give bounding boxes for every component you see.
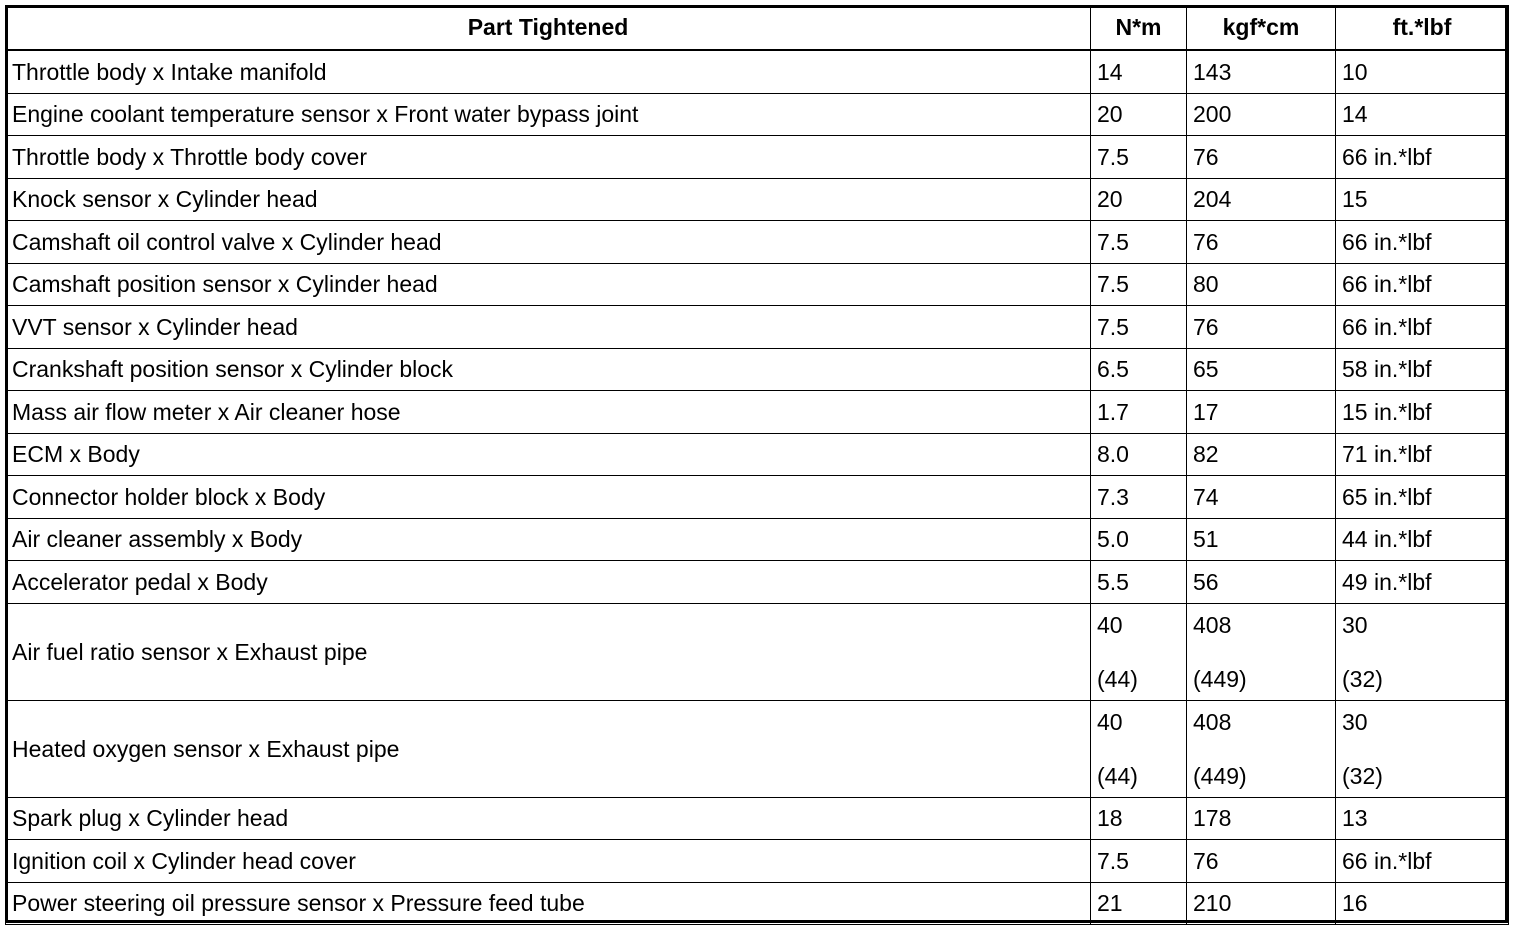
- cell-ft-lbf: 66 in.*lbf: [1336, 136, 1509, 179]
- cell-nm: 5.5: [1091, 561, 1187, 604]
- cell-nm: 5.0: [1091, 518, 1187, 561]
- cell-ft-lbf: 10: [1336, 50, 1509, 93]
- cell-part: Throttle body x Throttle body cover: [6, 136, 1091, 179]
- cell-nm: 6.5: [1091, 348, 1187, 391]
- cell-nm: 7.3: [1091, 476, 1187, 519]
- cell-nm: 14: [1091, 50, 1187, 93]
- cell-part: Heated oxygen sensor x Exhaust pipe: [6, 700, 1091, 797]
- cell-part: Air fuel ratio sensor x Exhaust pipe: [6, 603, 1091, 700]
- cell-ft-lbf: 15 in.*lbf: [1336, 391, 1509, 434]
- cell-nm: 1.7: [1091, 391, 1187, 434]
- cell-kgf-cm: 74: [1187, 476, 1336, 519]
- cell-nm: 18: [1091, 797, 1187, 840]
- cell-nm: 7.5: [1091, 263, 1187, 306]
- cell-kgf-cm: 76: [1187, 306, 1336, 349]
- cell-ft-lbf: 16: [1336, 882, 1509, 925]
- cell-nm: 8.0: [1091, 433, 1187, 476]
- cell-part: Air cleaner assembly x Body: [6, 518, 1091, 561]
- cell-kgf-cm: 76: [1187, 840, 1336, 883]
- cell-ft-lbf-value: 30: [1342, 611, 1368, 638]
- cell-nm: 21: [1091, 882, 1187, 925]
- cell-kgf-cm-value: 408: [1193, 611, 1232, 638]
- header-part-tightened: Part Tightened: [6, 6, 1091, 51]
- cell-part: Connector holder block x Body: [6, 476, 1091, 519]
- cell-ft-lbf: 58 in.*lbf: [1336, 348, 1509, 391]
- cell-part: ECM x Body: [6, 433, 1091, 476]
- cell-kgf-cm: 82: [1187, 433, 1336, 476]
- cell-kgf-cm: 17: [1187, 391, 1336, 434]
- cell-ft-lbf: 66 in.*lbf: [1336, 263, 1509, 306]
- cell-kgf-cm: 204: [1187, 178, 1336, 221]
- cell-kgf-cm: 143: [1187, 50, 1336, 93]
- cell-part: Camshaft position sensor x Cylinder head: [6, 263, 1091, 306]
- cell-ft-lbf-alt-value: (32): [1342, 762, 1383, 789]
- cell-part: Ignition coil x Cylinder head cover: [6, 840, 1091, 883]
- table-outer-border: [5, 5, 1508, 923]
- cell-ft-lbf-alt-value: (32): [1342, 665, 1383, 692]
- cell-kgf-cm-value: 408: [1193, 708, 1232, 735]
- cell-nm-value: 40: [1097, 611, 1123, 638]
- cell-ft-lbf: 14: [1336, 93, 1509, 136]
- cell-kgf-cm: 51: [1187, 518, 1336, 561]
- cell-ft-lbf: 13: [1336, 797, 1509, 840]
- cell-kgf-cm: 76: [1187, 136, 1336, 179]
- cell-ft-lbf: 66 in.*lbf: [1336, 306, 1509, 349]
- cell-nm-alt-value: (44): [1097, 762, 1138, 789]
- cell-kgf-cm: 65: [1187, 348, 1336, 391]
- cell-kgf-cm-alt-value: (449): [1193, 762, 1247, 789]
- cell-ft-lbf: 15: [1336, 178, 1509, 221]
- cell-part: Mass air flow meter x Air cleaner hose: [6, 391, 1091, 434]
- cell-part: Camshaft oil control valve x Cylinder head: [6, 221, 1091, 264]
- cell-ft-lbf: 65 in.*lbf: [1336, 476, 1509, 519]
- cell-kgf-cm: 80: [1187, 263, 1336, 306]
- cell-part: Spark plug x Cylinder head: [6, 797, 1091, 840]
- cell-ft-lbf: 71 in.*lbf: [1336, 433, 1509, 476]
- cell-ft-lbf: 49 in.*lbf: [1336, 561, 1509, 604]
- cell-nm: 20: [1091, 93, 1187, 136]
- cell-nm: 7.5: [1091, 221, 1187, 264]
- cell-ft-lbf: 66 in.*lbf: [1336, 840, 1509, 883]
- cell-nm-value: 40: [1097, 708, 1123, 735]
- cell-kgf-cm: 178: [1187, 797, 1336, 840]
- cell-part: Throttle body x Intake manifold: [6, 50, 1091, 93]
- cell-part: Crankshaft position sensor x Cylinder block: [6, 348, 1091, 391]
- cell-kgf-cm: 200: [1187, 93, 1336, 136]
- cell-nm: 20: [1091, 178, 1187, 221]
- cell-nm-alt-value: (44): [1097, 665, 1138, 692]
- header-ft-lbf: ft.*lbf: [1336, 6, 1509, 51]
- cell-kgf-cm: 76: [1187, 221, 1336, 264]
- cell-nm: 7.5: [1091, 840, 1187, 883]
- header-kgf-cm: kgf*cm: [1187, 6, 1336, 51]
- cell-part: Knock sensor x Cylinder head: [6, 178, 1091, 221]
- cell-nm: 7.5: [1091, 306, 1187, 349]
- cell-ft-lbf: 44 in.*lbf: [1336, 518, 1509, 561]
- cell-ft-lbf-value: 30: [1342, 708, 1368, 735]
- cell-ft-lbf: 66 in.*lbf: [1336, 221, 1509, 264]
- cell-kgf-cm: 56: [1187, 561, 1336, 604]
- cell-part: Power steering oil pressure sensor x Pressure feed tube: [6, 882, 1091, 925]
- cell-kgf-cm-alt-value: (449): [1193, 665, 1247, 692]
- cell-nm: 7.5: [1091, 136, 1187, 179]
- cell-part: Accelerator pedal x Body: [6, 561, 1091, 604]
- cell-kgf-cm: 210: [1187, 882, 1336, 925]
- cell-part: VVT sensor x Cylinder head: [6, 306, 1091, 349]
- header-nm: N*m: [1091, 6, 1187, 51]
- cell-part: Engine coolant temperature sensor x Front water bypass joint: [6, 93, 1091, 136]
